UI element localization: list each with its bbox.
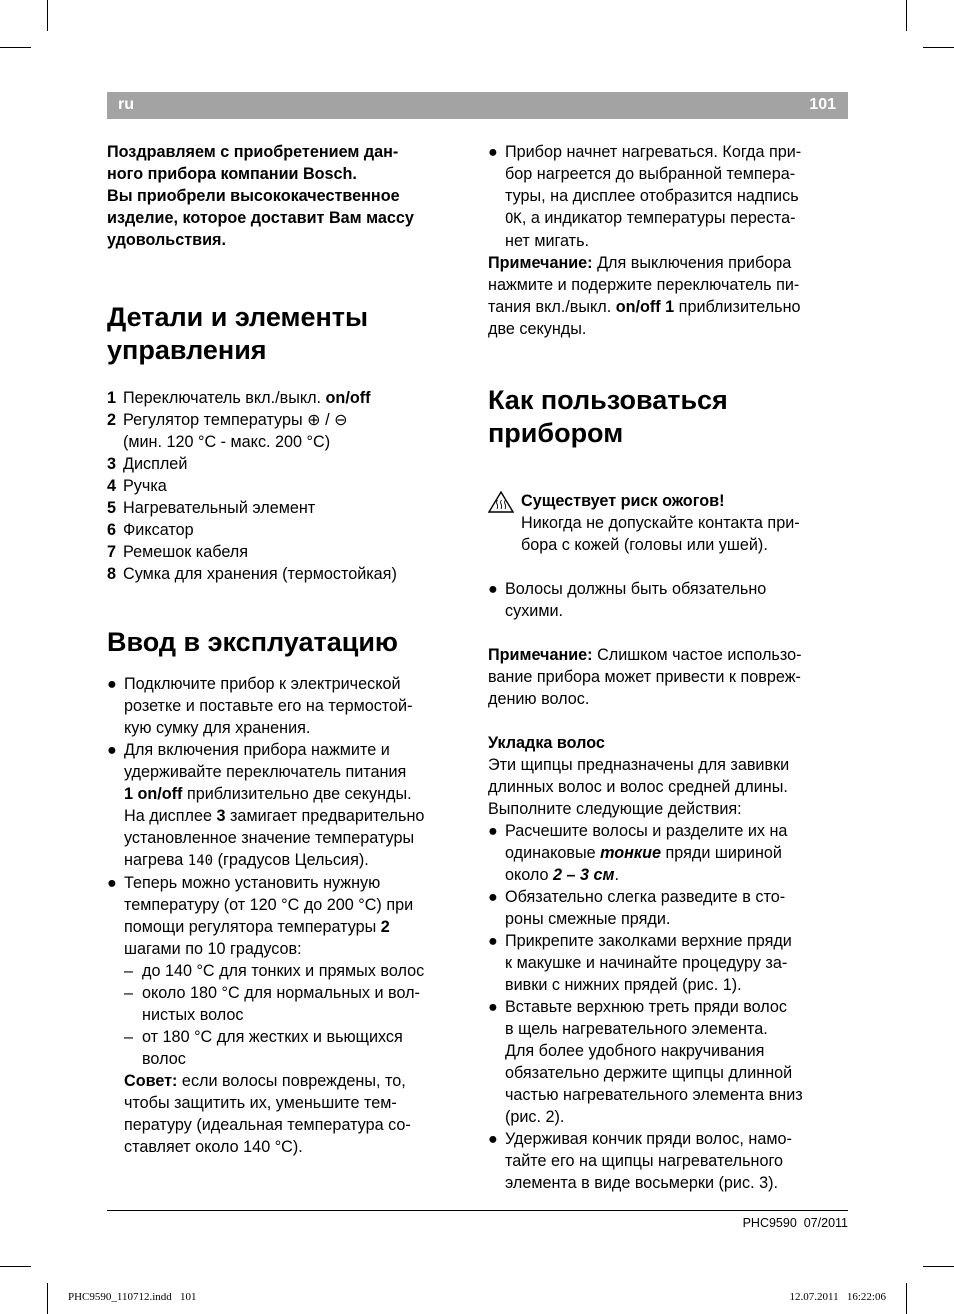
text-span: одинаковые xyxy=(505,844,601,862)
text-line: элемента в виде восьмерки (рис. 3). xyxy=(505,1174,778,1192)
text-line: изделие, которое доставит Вам массу xyxy=(107,209,414,227)
item-bold: on/off xyxy=(325,389,371,407)
bullet-icon: ● xyxy=(488,822,498,840)
text-line: Подключите прибор к электрической xyxy=(124,675,401,693)
text-line xyxy=(505,864,787,886)
text-span: , а индикатор температуры переста- xyxy=(521,209,796,227)
page-number: 101 xyxy=(809,96,836,113)
startup-section xyxy=(107,673,467,1158)
text-line: нистых волос xyxy=(142,1006,244,1024)
item-number: 3 xyxy=(107,455,117,473)
text-line: Теперь можно установить нужную xyxy=(124,874,381,892)
note-label: Примечание: xyxy=(488,646,593,664)
text-span: . xyxy=(614,866,620,884)
list-item xyxy=(107,387,467,409)
print-slug-timestamp: 12.07.2011 16:22:06 xyxy=(789,1291,886,1303)
text-line: шагами по 10 градусов: xyxy=(124,940,302,958)
heading-line: прибором xyxy=(488,418,624,448)
warning-block xyxy=(488,490,850,556)
dash-item xyxy=(107,960,467,982)
text-line: чтобы защитить их, уменьшите тем- xyxy=(124,1094,397,1112)
item-number: 6 xyxy=(107,521,117,539)
text-span: приблизительно xyxy=(674,298,801,316)
text-span: тания вкл./выкл. xyxy=(488,298,616,316)
text-line: удерживайте переключатель питания xyxy=(124,763,407,781)
item-text: Нагревательный элемент xyxy=(123,499,316,517)
text-line: Прикрепите заколками верхние пряди xyxy=(505,932,792,950)
bullet-item xyxy=(488,578,850,622)
text-line: Вставьте верхнюю треть пряди волос xyxy=(505,998,788,1016)
item-text: Ручка xyxy=(123,477,167,495)
text-line: две секунды. xyxy=(488,320,587,338)
text-line xyxy=(505,207,801,230)
bullet-item xyxy=(488,930,850,996)
text-line xyxy=(124,1070,467,1092)
header-bar xyxy=(107,92,848,119)
text-line: Вы приобрели высококачественное xyxy=(107,187,400,205)
text-line: около 180 °C для нормальных и вол- xyxy=(142,984,420,1002)
bullet-icon: ● xyxy=(488,143,498,161)
text-line xyxy=(124,805,424,827)
list-item xyxy=(107,475,467,497)
subsection-title: Укладка волос xyxy=(488,734,605,752)
text-line: Для включения прибора нажмите и xyxy=(124,741,390,759)
text-span: около xyxy=(505,866,554,884)
note-label: Примечание: xyxy=(488,254,593,272)
text-line: бора с кожей (головы или ушей). xyxy=(521,536,768,554)
text-span: приблизительно две секунды. xyxy=(182,785,412,803)
text-line: обязательно держите щипцы длинной xyxy=(505,1064,793,1082)
emphasis-text: тонкие xyxy=(600,844,662,862)
crop-mark xyxy=(906,1283,907,1314)
text-line: температуру (от 120 °C до 200 °C) при xyxy=(124,896,414,914)
item-text: Ремешок кабеля xyxy=(123,543,248,561)
text-span: Для выключения прибора xyxy=(592,254,792,272)
parts-list xyxy=(107,387,467,585)
text-line: до 140 °C для тонких и прямых волос xyxy=(142,962,425,980)
crop-mark xyxy=(923,47,954,48)
text-line: ставляет около 140 °C). xyxy=(124,1138,303,1156)
text-line xyxy=(488,252,850,274)
display-readout: OK xyxy=(505,211,522,227)
text-line: нажмите и подержите переключатель пи- xyxy=(488,276,800,294)
crop-mark xyxy=(0,47,31,48)
text-line: пературу (идеальная температура со- xyxy=(124,1116,411,1134)
control-reference: on/off 1 xyxy=(615,298,675,316)
text-line: Расчешите волосы и разделите их на xyxy=(505,822,788,840)
text-line: Поздравляем с приобретением дан- xyxy=(107,143,399,161)
text-line: установленное значение температуры xyxy=(124,829,415,847)
list-item xyxy=(107,519,467,541)
crop-mark xyxy=(47,0,48,31)
text-line xyxy=(124,849,424,872)
styling-section xyxy=(488,732,850,820)
control-reference: 3 xyxy=(216,807,226,825)
startup-heading: Ввод в эксплуатацию xyxy=(107,627,398,657)
crop-mark xyxy=(47,1283,48,1314)
bullet-item xyxy=(107,872,467,960)
text-line: Удерживая кончик пряди волос, намо- xyxy=(505,1130,792,1148)
text-line: ного прибора компании Bosch. xyxy=(107,165,357,183)
text-line: бор нагреется до выбранной темпера- xyxy=(505,165,796,183)
usage-heading xyxy=(488,384,850,450)
text-line xyxy=(488,296,850,318)
bullet-icon: ● xyxy=(488,888,498,906)
heading-line: Как пользоваться xyxy=(488,385,728,415)
text-line: дению волос. xyxy=(488,690,590,708)
item-number xyxy=(107,431,123,453)
emphasis-text: 2 – 3 см xyxy=(553,866,615,884)
text-line: волос xyxy=(142,1050,186,1068)
item-number: 7 xyxy=(107,543,117,561)
bullet-icon: ● xyxy=(107,874,117,892)
item-number: 5 xyxy=(107,499,117,517)
warning-triangle-icon xyxy=(488,490,521,556)
crop-mark xyxy=(923,1266,954,1267)
item-text: Регулятор температуры ⊕ / ⊖ xyxy=(123,411,348,429)
text-line: Для более удобного накручивания xyxy=(505,1042,765,1060)
bullet-icon: ● xyxy=(488,580,498,598)
parts-heading xyxy=(107,301,467,367)
list-item xyxy=(107,541,467,563)
bullet-item xyxy=(488,820,850,886)
text-line: нет мигать. xyxy=(505,232,590,250)
footer-rule xyxy=(107,1210,848,1211)
text-line xyxy=(124,916,413,938)
text-line: к макушке и начинайте процедуру за- xyxy=(505,954,788,972)
text-span: нагрева xyxy=(124,851,188,869)
heading-line: Детали и элементы xyxy=(107,302,369,332)
dash-item xyxy=(107,982,467,1026)
text-line: розетке и поставьте его на термостой- xyxy=(124,697,413,715)
text-line: длинных волос и волос средней длины. xyxy=(488,778,788,796)
tip-label: Совет: xyxy=(124,1072,178,1090)
model-number: PHC9590 xyxy=(742,1216,797,1230)
item-number: 1 xyxy=(107,389,117,407)
text-line: от 180 °C для жестких и вьющихся xyxy=(142,1028,403,1046)
text-line: Выполните следующие действия: xyxy=(488,800,742,818)
bullet-icon: ● xyxy=(488,1130,498,1148)
bullet-icon: ● xyxy=(488,932,498,950)
text-line xyxy=(488,644,850,666)
text-span: (градусов Цельсия). xyxy=(213,851,369,869)
dash-icon: – xyxy=(124,1028,134,1046)
display-readout: 140 xyxy=(187,853,214,869)
text-line: тайте его на щипцы нагревательного xyxy=(505,1152,784,1170)
text-line: (рис. 2). xyxy=(505,1108,565,1126)
left-column xyxy=(107,141,467,1158)
item-text: (мин. 120 °C - макс. 200 °C) xyxy=(123,433,331,451)
control-reference: 1 on/off xyxy=(124,785,183,803)
item-number: 8 xyxy=(107,565,117,583)
warning-title: Существует риск ожогов! xyxy=(521,492,725,510)
list-item xyxy=(107,563,467,585)
right-column xyxy=(488,141,850,1194)
edition-date: 07/2011 xyxy=(803,1216,848,1230)
text-line: Никогда не допускайте контакта при- xyxy=(521,514,800,532)
print-slug-file: PHC9590_110712.indd 101 xyxy=(68,1291,197,1303)
text-line: Обязательно слегка разведите в сто- xyxy=(505,888,786,906)
text-line: Волосы должны быть обязательно xyxy=(505,580,767,598)
language-code: ru xyxy=(118,96,134,113)
text-line xyxy=(124,783,424,805)
text-span: Слишком частое использо- xyxy=(592,646,802,664)
bullet-item xyxy=(488,886,850,930)
text-span: замигает предварительно xyxy=(225,807,425,825)
bullet-icon: ● xyxy=(107,741,117,759)
text-line: вание прибора может привести к повреж- xyxy=(488,668,801,686)
item-number: 4 xyxy=(107,477,117,495)
bullet-item xyxy=(488,141,850,252)
text-span: пряди шириной xyxy=(661,844,782,862)
tip-block xyxy=(107,1070,467,1158)
bullet-item xyxy=(488,1128,850,1194)
text-line: кую сумку для хранения. xyxy=(124,719,311,737)
text-line: роны смежные пряди. xyxy=(505,910,671,928)
list-item xyxy=(107,409,467,431)
dash-item xyxy=(107,1026,467,1070)
text-line: частью нагревательного элемента вниз xyxy=(505,1086,803,1104)
bullet-item xyxy=(107,739,467,872)
list-item xyxy=(107,431,467,453)
bullet-icon: ● xyxy=(488,998,498,1016)
dash-icon: – xyxy=(124,962,134,980)
text-line: удовольствия. xyxy=(107,231,226,249)
footer-model-date xyxy=(743,1216,848,1230)
note-block xyxy=(488,252,850,340)
dash-icon: – xyxy=(124,984,134,1002)
text-span: помощи регулятора температуры xyxy=(124,918,381,936)
text-line: Эти щипцы предназначены для завивки xyxy=(488,756,790,774)
crop-mark xyxy=(0,1266,31,1267)
heading-line: управления xyxy=(107,335,267,365)
control-reference: 2 xyxy=(380,918,390,936)
note-block xyxy=(488,644,850,710)
bullet-icon: ● xyxy=(107,675,117,693)
intro-paragraph xyxy=(107,141,467,251)
text-line: вивки с нижних прядей (рис. 1). xyxy=(505,976,742,994)
text-line: Прибор начнет нагреваться. Когда при- xyxy=(505,143,802,161)
text-line: в щель нагревательного элемента. xyxy=(505,1020,768,1038)
text-span: если волосы повреждены, то, xyxy=(177,1072,406,1090)
text-line xyxy=(505,842,787,864)
text-line: туры, на дисплее отобразится надпись xyxy=(505,187,799,205)
bullet-item xyxy=(107,673,467,739)
text-span: На дисплее xyxy=(124,807,217,825)
item-number: 2 xyxy=(107,411,117,429)
item-text: Дисплей xyxy=(123,455,188,473)
text-line: сухими. xyxy=(505,602,563,620)
item-text: Сумка для хранения (термостойкая) xyxy=(123,565,397,583)
bullet-item xyxy=(488,996,850,1128)
list-item xyxy=(107,453,467,475)
item-text: Фиксатор xyxy=(123,521,194,539)
item-text: Переключатель вкл./выкл. xyxy=(123,389,326,407)
list-item xyxy=(107,497,467,519)
crop-mark xyxy=(906,0,907,31)
